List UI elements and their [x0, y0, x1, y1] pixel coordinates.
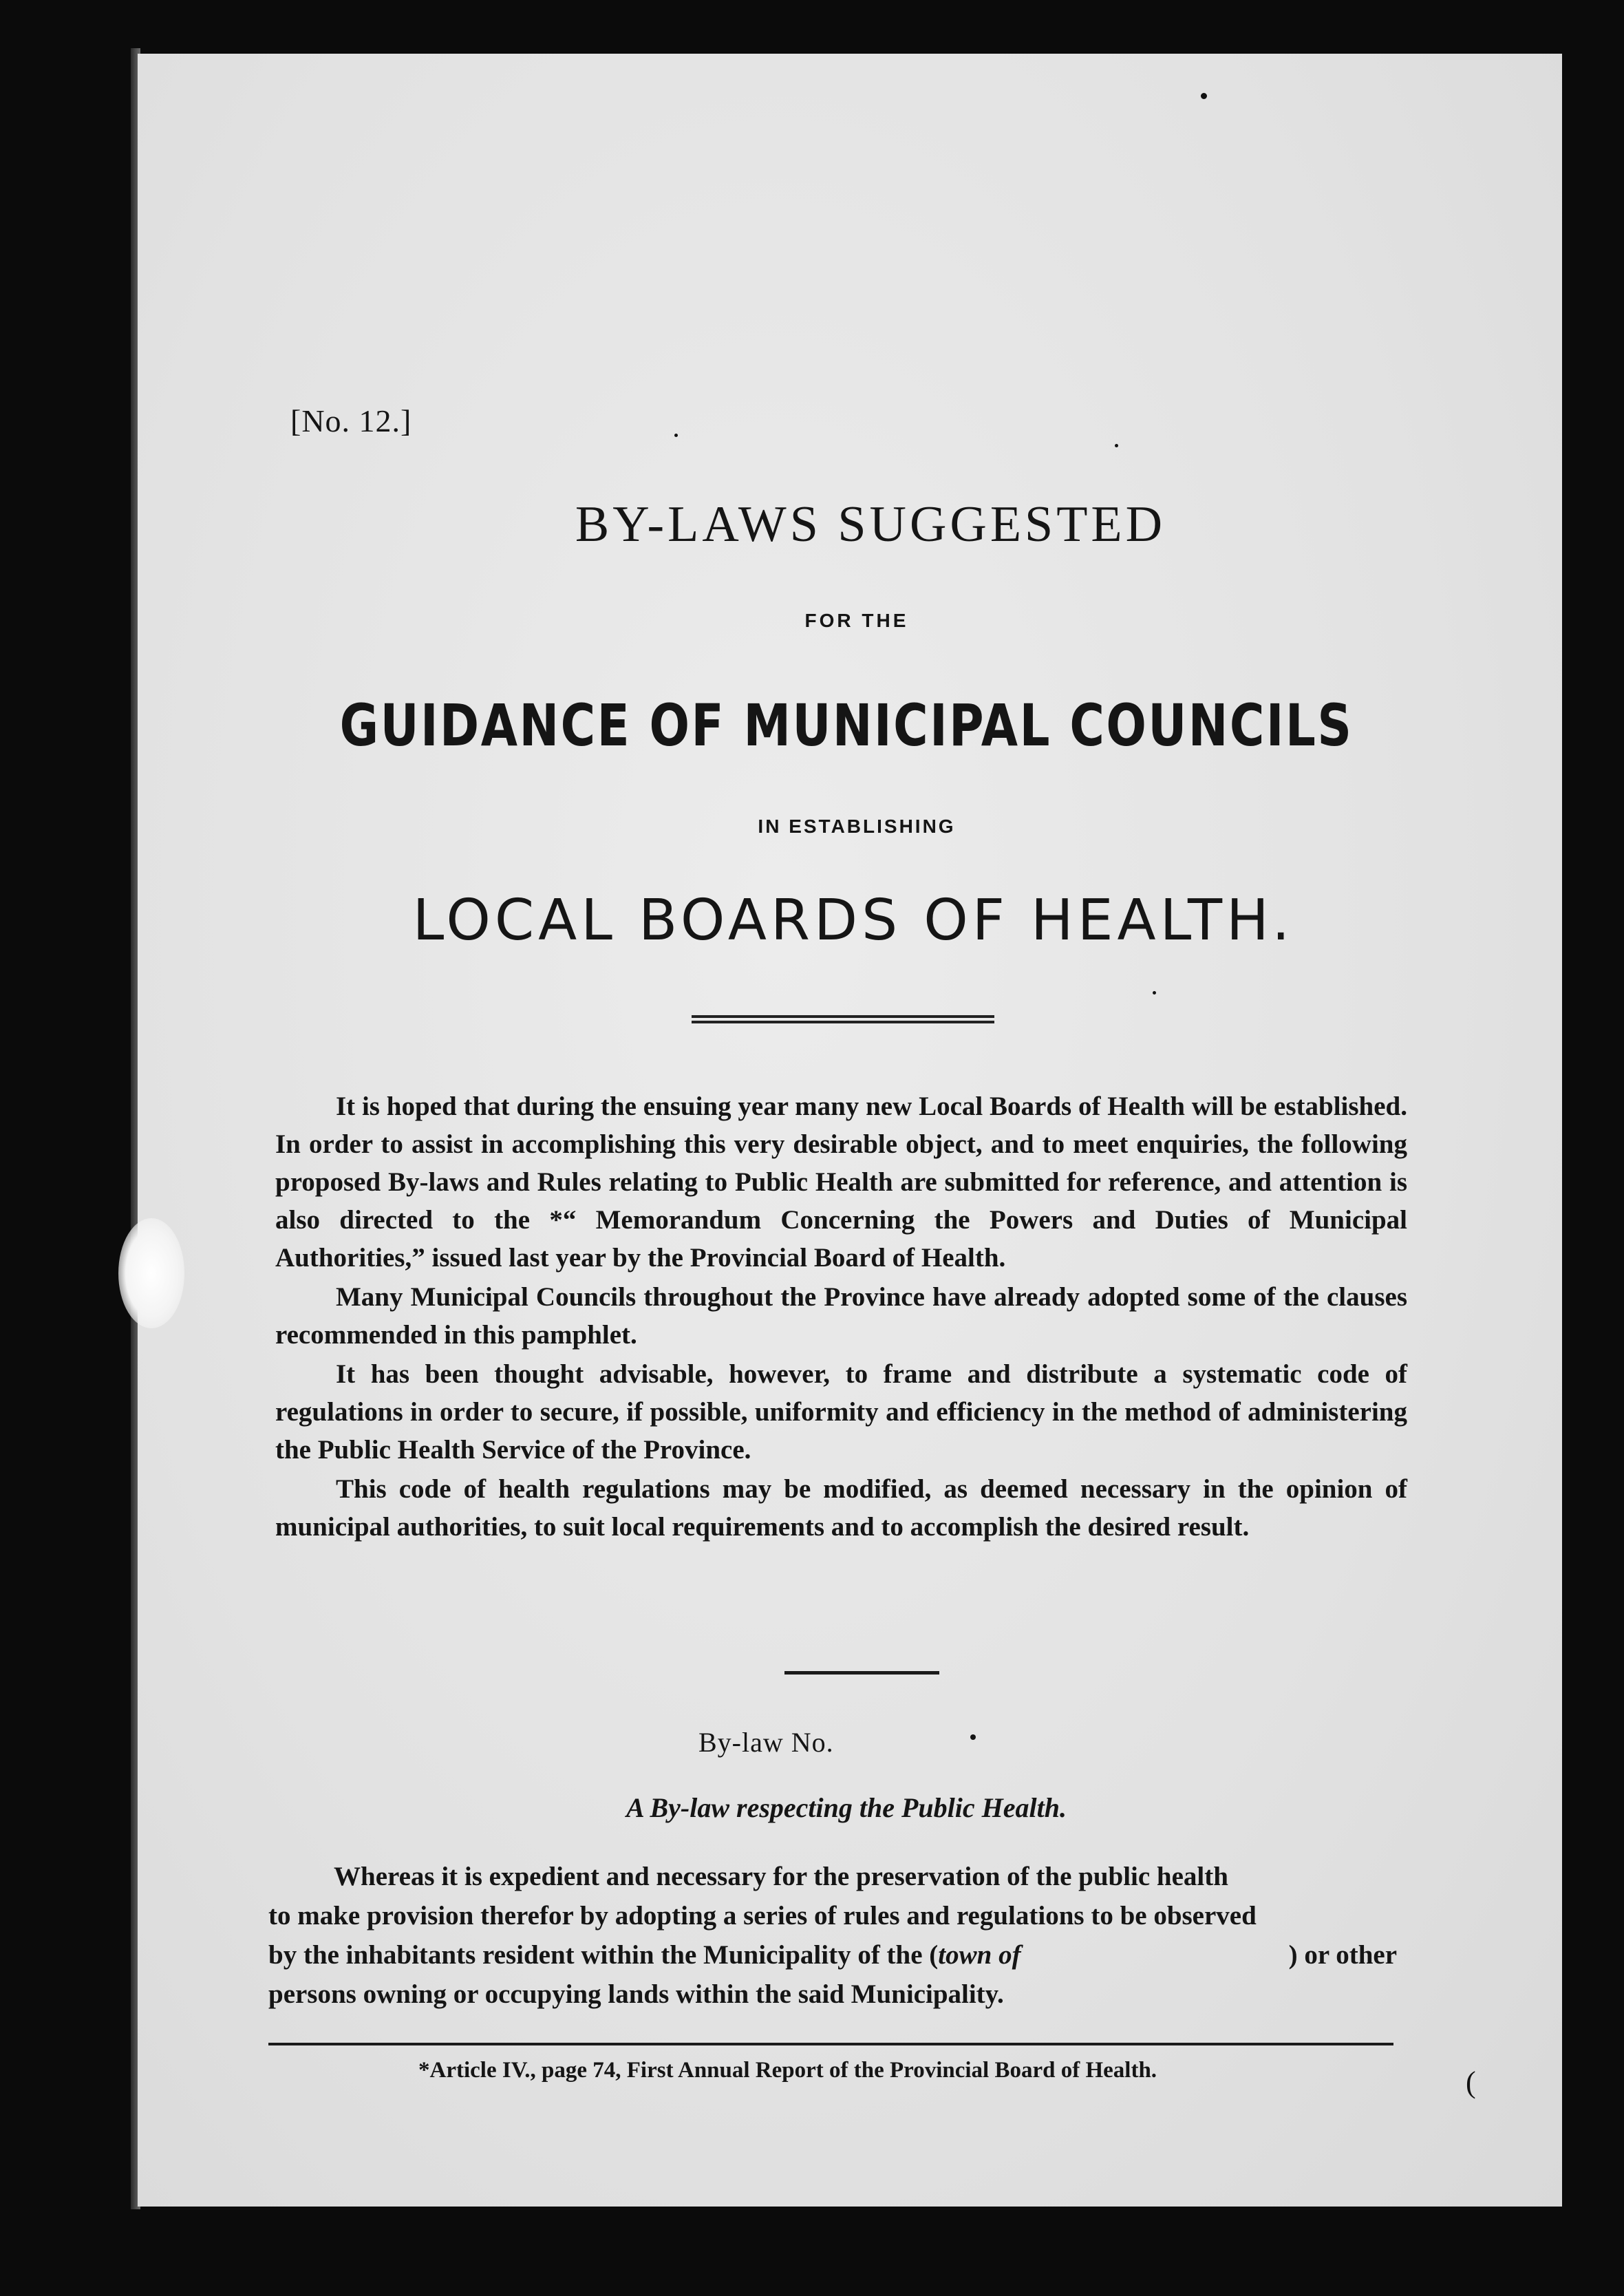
whereas-text: ) or other — [1288, 1940, 1397, 1970]
title-divider — [692, 1015, 994, 1023]
paper-blemish — [118, 1218, 184, 1328]
paragraph: This code of health regulations may be modified, as deemed necessary in the opinion of municipal authorities, to suit local requirements and to accomplish the desired result. — [275, 1474, 1407, 1542]
ink-speck — [674, 434, 678, 437]
paragraph: Many Municipal Councils throughout the Province have already adopted some of the clauses recommended in this pamphlet. — [275, 1282, 1407, 1350]
title-line-1: BY-LAWS SUGGESTED — [575, 496, 1166, 553]
title-line-3: LOCAL BOARDS OF HEALTH. — [412, 888, 1294, 953]
title-line-2: GUIDANCE OF MUNICIPAL COUNCILS — [339, 692, 1354, 759]
whereas-text: by the inhabitants resident within the Municipality of the ( — [268, 1940, 939, 1970]
whereas-line: to make provision therefor by adopting a series of rules and regulations to be observed — [268, 1901, 1257, 1931]
title-connector-for-the: FOR THE — [804, 610, 909, 631]
whereas-line: Whereas it is expedient and necessary for the preservation of the public health — [334, 1862, 1228, 1891]
ink-speck — [1115, 444, 1118, 447]
document-number: [No. 12.] — [290, 403, 412, 438]
ink-speck — [1201, 93, 1207, 99]
whereas-line — [268, 1935, 1397, 1975]
title-connector-in-establishing: IN ESTABLISHING — [758, 816, 956, 837]
bylaw-number-dot — [970, 1734, 976, 1740]
bylaw-heading: By-law No. — [698, 1727, 834, 1758]
paragraph: It is hoped that during the ensuing year many new Local Boards of Health will be established. In order to assist in accomplishing this very desirable object, and to meet enquiries, the following proposed By-laws and Rules relating to Public Health are submitted for reference, and attention is also directed to the *“ Memorandum Concerning the Powers and Duties of Municipal Authorities,” issued last year by the Provincial Board of Health. — [275, 1092, 1407, 1273]
whereas-line: persons owning or occupying lands within the said Municipality. — [268, 1979, 1004, 2009]
margin-mark: ( — [1466, 2065, 1476, 2099]
whereas-italic-text: town of — [938, 1940, 1021, 1970]
paragraph: It has been thought advisable, however, to frame and distribute a systematic code of regulations in order to secure, if possible, uniformity and efficiency in the method of administering the Public Health Service of the Province. — [275, 1359, 1407, 1465]
footnote: *Article IV., page 74, First Annual Report of the Provincial Board of Health. — [418, 2058, 1157, 2083]
footnote-rule — [268, 2043, 1393, 2045]
section-divider — [784, 1671, 939, 1675]
introduction-text — [275, 1087, 1407, 1547]
ink-speck — [1153, 991, 1156, 995]
bylaw-title: A By-law respecting the Public Health. — [626, 1792, 1067, 1823]
whereas-clause — [268, 1857, 1397, 2014]
